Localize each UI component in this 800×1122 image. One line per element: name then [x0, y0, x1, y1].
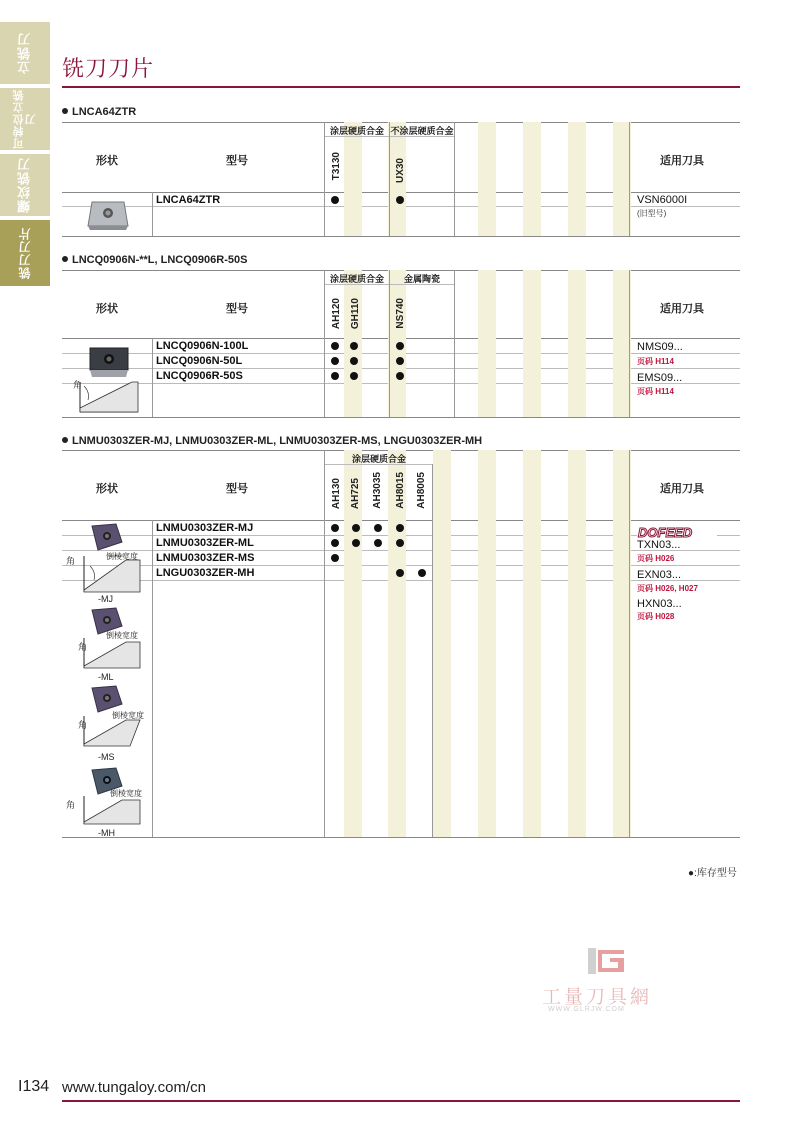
stock-dot: [331, 196, 339, 204]
header-shape: 形状: [96, 155, 118, 167]
page-title: 铣刀刀片: [62, 56, 155, 81]
bullet-icon: [62, 437, 68, 443]
grade-label: UX30: [395, 158, 406, 184]
stock-dot: [396, 372, 404, 380]
sidebar-tab-milling-insert[interactable]: 铣刀刀片: [0, 220, 50, 286]
stock-dot: [350, 342, 358, 350]
insert-image-lncq: [86, 344, 132, 380]
page-ref: 页码 H026, H027: [637, 584, 698, 593]
dofeed-logo: [637, 525, 717, 539]
grade-label: AH8015: [395, 472, 406, 509]
group-coated-carbide: 涂层硬质合金: [329, 274, 384, 284]
sidebar-tab-thread-mill[interactable]: 螺纹铣刀: [0, 154, 50, 216]
stock-dot: [396, 539, 404, 547]
angle-label: 角: [78, 642, 88, 652]
stock-dot: [331, 372, 339, 380]
page-ref: 页码 H114: [637, 387, 674, 396]
header-model: 型号: [226, 155, 248, 167]
section-1-title: LNCA64ZTR: [62, 106, 136, 118]
footer-url[interactable]: www.tungaloy.com/cn: [62, 1079, 206, 1096]
insert-image-lnca: [86, 198, 130, 232]
sidebar-tab-end-mill[interactable]: 立铣刀: [0, 22, 50, 84]
page-ref: 页码 H026: [637, 554, 675, 563]
stock-dot: [331, 524, 339, 532]
header-model: 型号: [226, 303, 248, 315]
model-row: LNCA64ZTR: [156, 194, 221, 206]
model-row: LNCQ0906N-50L: [156, 355, 243, 367]
stock-dot: [331, 539, 339, 547]
section-2-table: [62, 270, 740, 420]
watermark-text: 工量刀具網: [542, 987, 653, 1008]
tool-name: VSN6000I: [637, 194, 688, 206]
stock-dot: [396, 357, 404, 365]
grade-label: AH130: [331, 478, 342, 510]
section-3-table: [62, 450, 740, 840]
suffix-label: -MJ: [98, 594, 113, 604]
angle-label: 角: [66, 800, 76, 810]
tool-name: NMS09...: [637, 341, 683, 353]
model-row: LNMU0303ZER-ML: [156, 537, 254, 549]
header-shape: 形状: [96, 483, 118, 495]
header-model: 型号: [226, 483, 248, 495]
tool-name: TXN03...: [637, 539, 681, 551]
angle-label: 角: [78, 720, 88, 730]
suffix-label: -ML: [98, 672, 114, 682]
grade-label: T3130: [331, 152, 342, 181]
stock-dot: [418, 569, 426, 577]
model-row: LNCQ0906N-100L: [156, 340, 249, 352]
angle-label: 角: [73, 380, 83, 390]
insert-image-mj: [86, 522, 124, 552]
tool-name: EMS09...: [637, 372, 683, 384]
page-number: I134: [18, 1078, 50, 1095]
section-1-table: [62, 122, 740, 238]
tool-name: HXN03...: [637, 598, 682, 610]
section-2-title: LNCQ0906N-**L, LNCQ0906R-50S: [62, 254, 247, 266]
svg-text:DOFEED: DOFEED: [638, 525, 693, 539]
sidebar-tab-indexable-end-mill[interactable]: 可转位立铣刀: [0, 88, 50, 150]
page-ref: 页码 H114: [637, 357, 674, 366]
tool-name: EXN03...: [637, 569, 682, 581]
header-tool: 适用刀具: [660, 303, 704, 315]
grade-label: AH3035: [372, 472, 383, 509]
group-coated-carbide: 涂层硬质合金: [329, 126, 384, 136]
model-row: LNGU0303ZER-MH: [156, 567, 255, 579]
stock-dot: [374, 539, 382, 547]
grade-label: NS740: [395, 298, 406, 329]
bullet-icon: [62, 256, 68, 262]
grade-label: AH725: [350, 478, 361, 510]
tool-sub: (旧型号): [637, 209, 667, 218]
grade-label: GH110: [350, 298, 361, 330]
model-row: LNCQ0906R-50S: [156, 370, 243, 382]
group-uncoated-carbide: 不涂层硬质合金: [390, 126, 454, 136]
header-tool: 适用刀具: [660, 483, 704, 495]
grade-label: AH120: [331, 298, 342, 330]
chamfer-width-label: 倒棱宽度: [112, 711, 144, 720]
stock-dot: [352, 539, 360, 547]
group-cermet: 金属陶瓷: [403, 274, 440, 284]
watermark-logo: [584, 946, 628, 976]
suffix-label: -MH: [98, 828, 115, 838]
stock-dot: [352, 524, 360, 532]
stock-dot: [331, 342, 339, 350]
chamfer-width-label: 倒棱宽度: [106, 631, 138, 640]
stock-dot: [396, 569, 404, 577]
watermark-url: WWW.GLRJW.COM: [548, 1006, 625, 1013]
stock-dot: [396, 342, 404, 350]
section-3-title: LNMU0303ZER-MJ, LNMU0303ZER-ML, LNMU0303ZER-MS, LNGU0303ZER-MH: [62, 435, 482, 447]
stock-dot: [396, 524, 404, 532]
stock-dot: [374, 524, 382, 532]
model-row: LNMU0303ZER-MJ: [156, 522, 254, 534]
stock-dot: [331, 357, 339, 365]
stock-dot: [350, 357, 358, 365]
stock-legend: ●:库存型号: [688, 868, 737, 879]
chamfer-width-label: 倒棱宽度: [110, 789, 142, 798]
page-ref: 页码 H028: [637, 612, 675, 621]
footer-rule: [62, 1100, 740, 1102]
stock-dot: [350, 372, 358, 380]
suffix-label: -MS: [98, 752, 115, 762]
grade-label: AH8005: [416, 472, 427, 509]
title-rule: [62, 86, 740, 88]
angle-label: 角: [66, 556, 76, 566]
bullet-icon: [62, 108, 68, 114]
model-row: LNMU0303ZER-MS: [156, 552, 255, 564]
group-coated-carbide: 涂层硬质合金: [351, 454, 406, 464]
stock-dot: [331, 554, 339, 562]
chamfer-width-label: 倒棱宽度: [106, 552, 138, 561]
header-tool: 适用刀具: [660, 155, 704, 167]
header-shape: 形状: [96, 303, 118, 315]
stock-dot: [396, 196, 404, 204]
